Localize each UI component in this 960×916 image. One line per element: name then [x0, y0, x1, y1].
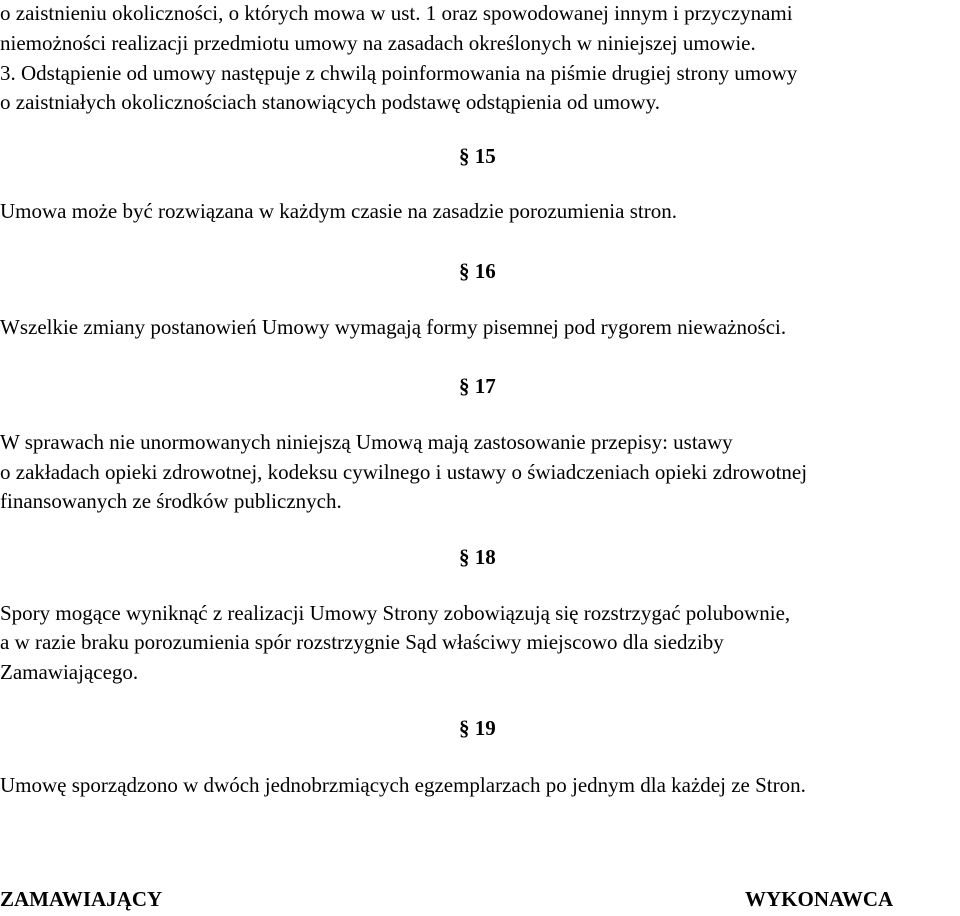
section-17-line-1: W sprawach nie unormowanych niniejszą Umową mają zastosowanie przepisy: ustawy — [0, 430, 733, 454]
section-17-line-3: finansowanych ze środków publicznych. — [0, 489, 342, 513]
section-19-heading: § 19 — [459, 716, 496, 740]
intro-line-2: niemożności realizacji przedmiotu umowy na zasadach określonych w niniejszej umowie. — [0, 31, 756, 55]
section-15-heading: § 15 — [459, 144, 496, 168]
section-18-line-2: a w razie braku porozumienia spór rozstrzygnie Sąd właściwy miejscowo dla siedziby — [0, 630, 724, 654]
signature-contractor: WYKONAWCA — [745, 887, 894, 911]
intro-line-4: o zaistniałych okolicznościach stanowiących podstawę odstąpienia od umowy. — [0, 90, 660, 114]
intro-line-3: 3. Odstąpienie od umowy następuje z chwilą poinformowania na piśmie drugiej strony umowy — [0, 61, 798, 85]
section-18-heading: § 18 — [459, 545, 496, 569]
section-16-text: Wszelkie zmiany postanowień Umowy wymagają formy pisemnej pod rygorem nieważności. — [0, 315, 787, 339]
signature-ordering-party: ZAMAWIAJĄCY — [0, 887, 163, 911]
section-17-line-2: o zakładach opieki zdrowotnej, kodeksu cywilnego i ustawy o świadczeniach opieki zdrowotnej — [0, 460, 808, 484]
section-16-heading: § 16 — [459, 259, 496, 283]
section-17-heading: § 17 — [459, 374, 496, 398]
section-18-line-1: Spory mogące wyniknąć z realizacji Umowy Strony zobowiązują się rozstrzygać polubownie, — [0, 601, 791, 625]
section-15-text: Umowa może być rozwiązana w każdym czasie na zasadzie porozumienia stron. — [0, 199, 677, 223]
intro-line-1: o zaistnieniu okoliczności, o których mowa w ust. 1 oraz spowodowanej innym i przyczynami — [0, 1, 793, 25]
section-18-line-3: Zamawiającego. — [0, 660, 139, 684]
section-19-text: Umowę sporządzono w dwóch jednobrzmiących egzemplarzach po jednym dla każdej ze Stron. — [0, 773, 806, 797]
